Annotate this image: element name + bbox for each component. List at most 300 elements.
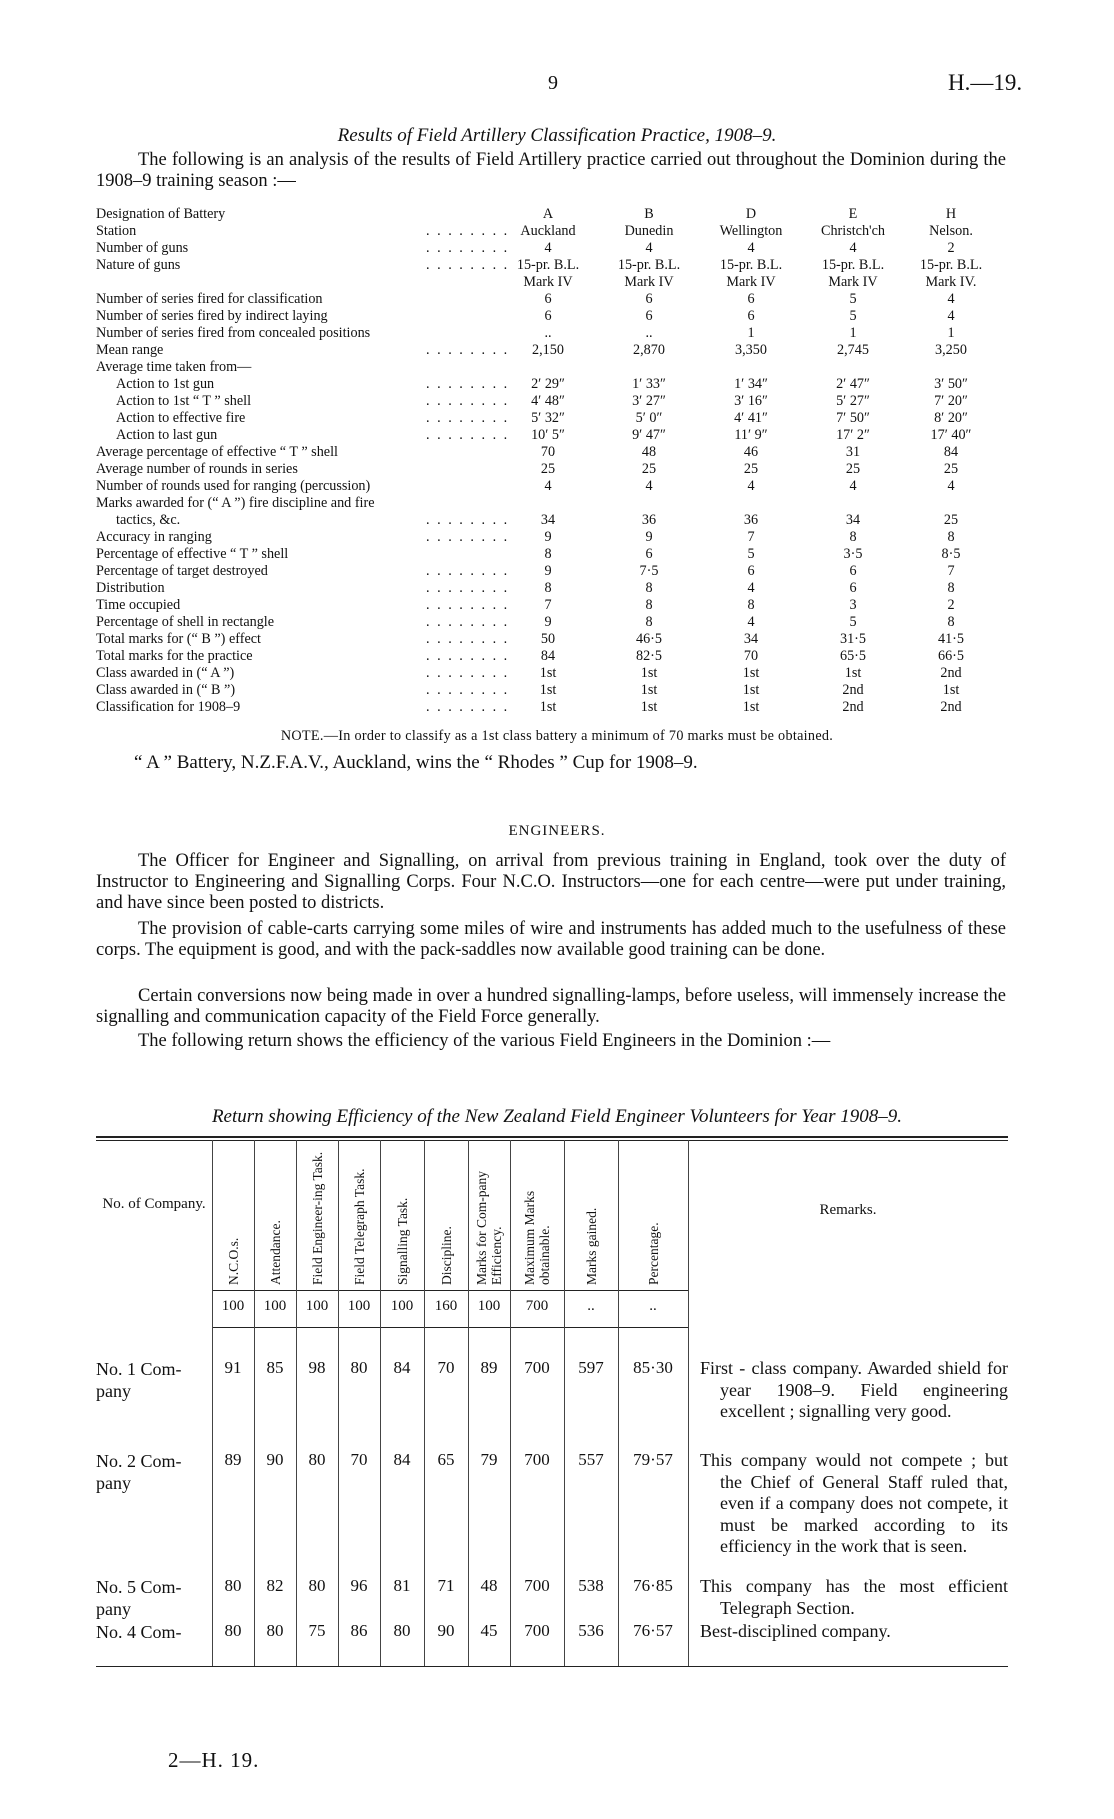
battery-value: 25	[540, 461, 556, 477]
leader-dots: . . . . . . . .	[426, 614, 510, 630]
table-cell: 76·57	[633, 1621, 673, 1640]
table-cell: 91	[224, 1358, 242, 1377]
battery-value: 6	[544, 308, 552, 324]
battery-value: 8	[747, 597, 755, 613]
battery-value: 5′ 0″	[635, 410, 663, 426]
remark-text: This company has the most efficient Telegraph Section.	[700, 1576, 1008, 1618]
artillery-table-row	[96, 257, 1006, 274]
artillery-table-row	[96, 308, 1006, 325]
column-header: Field Telegraph Task.	[351, 1168, 367, 1285]
table-cell: 700	[524, 1621, 550, 1640]
battery-value: 5′ 27″	[836, 393, 870, 409]
battery-value: Mark IV	[726, 274, 776, 290]
table-cell: 538	[578, 1576, 604, 1595]
row-label: Average percentage of effective “ T ” shell	[96, 444, 338, 460]
table-cell: 700	[524, 1450, 550, 1469]
battery-value: 66·5	[937, 648, 964, 664]
table-cell: 80	[266, 1621, 284, 1640]
table-cell: 75	[308, 1621, 326, 1640]
battery-value: 25	[743, 461, 759, 477]
battery-value: 7	[947, 563, 955, 579]
battery-value: 4′ 48″	[531, 393, 565, 409]
artillery-table-row	[96, 580, 1006, 597]
battery-value: 4	[747, 614, 755, 630]
maximum-marks-cell: ..	[587, 1298, 595, 1314]
battery-value: 31	[845, 444, 861, 460]
artillery-table-row	[96, 563, 1006, 580]
battery-value: 6	[747, 563, 755, 579]
battery-value: 4	[747, 580, 755, 596]
battery-value: 4	[947, 308, 955, 324]
table-cell: 89	[224, 1450, 242, 1469]
battery-value: 5	[747, 546, 755, 562]
table-cell: 80	[224, 1576, 242, 1595]
artillery-table-row	[96, 444, 1006, 461]
leader-dots: . . . . . . . .	[426, 376, 510, 392]
battery-value: 84	[540, 648, 556, 664]
maximum-marks-cell: 160	[434, 1298, 458, 1314]
table-cell: 70	[437, 1358, 455, 1377]
battery-value: 6	[645, 546, 653, 562]
battery-value: 2nd	[842, 699, 864, 715]
row-label: Mean range	[96, 342, 164, 358]
battery-value: 8	[544, 546, 552, 562]
row-label: Time occupied	[96, 597, 181, 613]
battery-value: 25	[845, 461, 861, 477]
table-cell: 84	[393, 1450, 411, 1469]
battery-value: 6	[544, 291, 552, 307]
battery-value: 8	[645, 597, 653, 613]
table-cell: 80	[308, 1450, 326, 1469]
row-label: Number of guns	[96, 240, 189, 256]
battery-value: H	[945, 206, 957, 222]
table-cell: 71	[437, 1576, 455, 1595]
battery-value: 8	[645, 614, 653, 630]
battery-value: 46·5	[635, 631, 662, 647]
artillery-results-table	[96, 206, 1006, 716]
table-rule	[96, 1140, 1008, 1141]
artillery-table-row	[96, 665, 1006, 682]
battery-value: 9′ 47″	[632, 427, 666, 443]
leader-dots: . . . . . . . .	[426, 342, 510, 358]
battery-value: 4	[544, 478, 552, 494]
battery-value: 1	[947, 325, 955, 341]
artillery-table-row	[96, 529, 1006, 546]
battery-value: 5′ 32″	[531, 410, 565, 426]
table-rule	[96, 1666, 1008, 1667]
maximum-marks-cell: 100	[347, 1298, 371, 1314]
battery-value: 3′ 16″	[734, 393, 768, 409]
battery-value: Dunedin	[624, 223, 674, 239]
row-label: Percentage of shell in rectangle	[96, 614, 275, 630]
battery-value: 41·5	[937, 631, 964, 647]
battery-value: Auckland	[520, 223, 576, 239]
row-label: Percentage of target destroyed	[96, 563, 268, 579]
maximum-marks-cell: ..	[649, 1298, 657, 1314]
leader-dots: . . . . . . . .	[426, 240, 510, 256]
maximum-marks-cell: 100	[263, 1298, 287, 1314]
battery-value: 70	[540, 444, 556, 460]
row-label: Number of series fired by indirect laying	[96, 308, 328, 324]
battery-value: 1st	[640, 699, 658, 715]
leader-dots: . . . . . . . .	[426, 580, 510, 596]
table-rule	[212, 1290, 688, 1291]
table-cell: 80	[350, 1358, 368, 1377]
battery-value: 7·5	[639, 563, 659, 579]
battery-value: 7	[544, 597, 552, 613]
battery-value: 8	[947, 614, 955, 630]
engineers-paragraph: The Officer for Engineer and Signalling, on arrival from previous training in England, took over the duty of Instructor to Engineering and Signalling Corps. Four N.C.O. Instructors—one for each centre—were put under training, and have since been posted to districts.	[96, 851, 1006, 913]
artillery-table-row	[96, 206, 1006, 223]
battery-value: 10′ 5″	[531, 427, 565, 443]
battery-value: 15-pr. B.L.	[821, 257, 885, 273]
battery-value: 2′ 47″	[836, 376, 870, 392]
battery-value: 1	[849, 325, 857, 341]
battery-value: 2nd	[940, 699, 962, 715]
battery-value: 4	[544, 240, 552, 256]
battery-value: 6	[645, 308, 653, 324]
battery-value: Wellington	[719, 223, 783, 239]
battery-value: 7′ 50″	[836, 410, 870, 426]
row-label: Average time taken from—	[96, 359, 252, 375]
table-cell: 84	[393, 1358, 411, 1377]
row-label: Accuracy in ranging	[96, 529, 212, 545]
artillery-title: Results of Field Artillery Classification Practice, 1908–9.	[337, 125, 777, 146]
battery-value: 4′ 41″	[734, 410, 768, 426]
battery-value: 1st	[539, 665, 557, 681]
battery-value: 4	[947, 291, 955, 307]
leader-dots: . . . . . . . .	[426, 563, 510, 579]
table-cell: 597	[578, 1358, 604, 1377]
company-label: No. 2 Com-pany	[96, 1451, 182, 1493]
battery-value: 3′ 27″	[632, 393, 666, 409]
table-cell: 85	[266, 1358, 284, 1377]
row-label: Number of rounds used for ranging (percussion)	[96, 478, 371, 494]
row-label: Number of series fired from concealed positions	[96, 325, 371, 341]
table-cell: 65	[437, 1450, 455, 1469]
table-cell: 98	[308, 1358, 326, 1377]
table-cell: 80	[224, 1621, 242, 1640]
battery-value: 6	[645, 291, 653, 307]
row-label: Total marks for (“ B ”) effect	[96, 631, 261, 647]
table-rule	[212, 1327, 688, 1328]
leader-dots: . . . . . . . .	[426, 665, 510, 681]
table-cell: 70	[350, 1450, 368, 1469]
artillery-table-row	[96, 359, 1006, 376]
table-cell: 85·30	[633, 1358, 673, 1377]
column-header: N.C.O.s.	[225, 1237, 241, 1285]
artillery-table-row	[96, 393, 1006, 410]
battery-value: 4	[849, 240, 857, 256]
battery-value: 70	[743, 648, 759, 664]
artillery-table-row	[96, 546, 1006, 563]
artillery-table-row	[96, 274, 1006, 291]
leader-dots: . . . . . . . .	[426, 631, 510, 647]
battery-value: 1st	[640, 682, 658, 698]
table-rule	[96, 1136, 1008, 1138]
battery-value: 1′ 33″	[632, 376, 666, 392]
battery-value: 2,150	[532, 342, 564, 358]
battery-value: 15-pr. B.L.	[719, 257, 783, 273]
artillery-table-row	[96, 648, 1006, 665]
remark-text: This company would not compete ; but the Chief of General Staff ruled that, even if a company does not compete, it must be marked according to its efficiency in the work that is seen.	[700, 1450, 1008, 1556]
battery-value: Mark IV	[624, 274, 674, 290]
artillery-table-row	[96, 461, 1006, 478]
battery-value: Christch'ch	[820, 223, 886, 239]
artillery-table-row	[96, 325, 1006, 342]
maximum-marks-cell: 100	[390, 1298, 414, 1314]
battery-value: 3,350	[735, 342, 767, 358]
row-label: Marks awarded for (“ A ”) fire discipline and fire	[96, 495, 375, 511]
battery-value: 11′ 9″	[734, 427, 768, 443]
battery-value: 2nd	[842, 682, 864, 698]
battery-value: 15-pr. B.L.	[919, 257, 983, 273]
engineers-heading: ENGINEERS.	[508, 823, 606, 839]
battery-value: 31·5	[839, 631, 866, 647]
battery-value: 48	[641, 444, 657, 460]
artillery-table-row	[96, 240, 1006, 257]
battery-value: 9	[645, 529, 653, 545]
battery-value: 9	[544, 614, 552, 630]
battery-value: D	[745, 206, 757, 222]
leader-dots: . . . . . . . .	[426, 597, 510, 613]
battery-value: 1st	[539, 682, 557, 698]
column-header: Percentage.	[645, 1222, 661, 1285]
battery-value: 34	[845, 512, 861, 528]
battery-value: ..	[645, 325, 653, 341]
row-label: Action to 1st gun	[116, 376, 215, 392]
artillery-table-row	[96, 342, 1006, 359]
battery-value: 8	[544, 580, 552, 596]
battery-value: 8′ 20″	[934, 410, 968, 426]
artillery-table-row	[96, 495, 1006, 512]
battery-value: 36	[743, 512, 759, 528]
table-cell: 81	[393, 1576, 411, 1595]
battery-value: Mark IV	[828, 274, 878, 290]
table-cell: 82	[266, 1576, 284, 1595]
row-label: tactics, &c.	[116, 512, 181, 528]
battery-value: 46	[743, 444, 759, 460]
battery-value: 1st	[640, 665, 658, 681]
leader-dots: . . . . . . . .	[426, 410, 510, 426]
engineers-paragraph: The provision of cable-carts carrying some miles of wire and instruments has added much to the usefulness of these corps. The equipment is good, and with the pack-saddles now available good training can be done.	[96, 919, 1006, 960]
table-cell: 76·85	[633, 1576, 673, 1595]
battery-value: B	[644, 206, 654, 222]
battery-value: 15-pr. B.L.	[516, 257, 580, 273]
battery-value: 15-pr. B.L.	[617, 257, 681, 273]
battery-value: 17′ 40″	[930, 427, 972, 443]
table-cell: 90	[266, 1450, 284, 1469]
battery-value: 34	[540, 512, 556, 528]
battery-value: 4	[747, 240, 755, 256]
page-number: 9	[548, 72, 558, 94]
battery-value: 5	[849, 308, 857, 324]
table-cell: 86	[350, 1621, 368, 1640]
battery-value: 6	[747, 308, 755, 324]
battery-value: 6	[849, 563, 857, 579]
battery-value: 2	[947, 597, 955, 613]
leader-dots: . . . . . . . .	[426, 512, 510, 528]
table-cell: 96	[350, 1576, 368, 1595]
row-label: Nature of guns	[96, 257, 181, 273]
battery-value: 25	[943, 461, 959, 477]
table-cell: 90	[437, 1621, 455, 1640]
rhodes-cup-statement: “ A ” Battery, N.Z.F.A.V., Auckland, wins the “ Rhodes ” Cup for 1908–9.	[134, 752, 698, 773]
leader-dots: . . . . . . . .	[426, 699, 510, 715]
battery-value: 5	[849, 614, 857, 630]
table-cell: 700	[524, 1358, 550, 1377]
battery-value: 17′ 2″	[836, 427, 870, 443]
row-label: Action to effective fire	[116, 410, 246, 426]
battery-value: 9	[544, 529, 552, 545]
battery-value: 82·5	[635, 648, 662, 664]
leader-dots: . . . . . . . .	[426, 257, 510, 273]
artillery-table-row	[96, 682, 1006, 699]
maximum-marks-cell: 100	[305, 1298, 329, 1314]
battery-value: 9	[544, 563, 552, 579]
battery-value: 34	[743, 631, 759, 647]
classification-note: NOTE.—In order to classify as a 1st class battery a minimum of 70 marks must be obtained.	[280, 728, 834, 744]
table-cell: 80	[393, 1621, 411, 1640]
leader-dots: . . . . . . . .	[426, 648, 510, 664]
battery-value: 4	[849, 478, 857, 494]
column-header: Signalling Task.	[394, 1197, 410, 1285]
column-header: Marks gained.	[583, 1207, 599, 1285]
column-header: Field Engineer-ing Task.	[309, 1151, 325, 1285]
table-cell: 48	[480, 1576, 498, 1595]
battery-value: Mark IV.	[925, 274, 977, 290]
battery-value: 2nd	[940, 665, 962, 681]
company-label: No. 5 Com-pany	[96, 1577, 182, 1619]
table-cell: 89	[480, 1358, 498, 1377]
maximum-marks-cell: 700	[525, 1298, 549, 1314]
battery-value: 1st	[742, 682, 760, 698]
remark-text: Best-disciplined company.	[700, 1621, 891, 1641]
battery-value: 4	[645, 478, 653, 494]
leader-dots: . . . . . . . .	[426, 223, 510, 239]
artillery-table-row	[96, 699, 1006, 716]
column-header: Discipline.	[438, 1226, 454, 1285]
document-code: H.—19.	[948, 70, 1023, 95]
battery-value: 8	[947, 529, 955, 545]
battery-value: 4	[645, 240, 653, 256]
battery-value: 1st	[844, 665, 862, 681]
battery-value: 2	[947, 240, 955, 256]
battery-value: 2′ 29″	[531, 376, 565, 392]
row-label: Action to 1st “ T ” shell	[116, 393, 252, 409]
battery-value: 8	[849, 529, 857, 545]
row-label: Station	[96, 223, 137, 239]
artillery-table-row	[96, 427, 1006, 444]
company-column-header: No. of Company.	[102, 1196, 206, 1212]
battery-value: 1st	[942, 682, 960, 698]
remarks-column-header: Remarks.	[819, 1202, 877, 1218]
column-header: Maximum Marks obtainable.	[522, 1190, 552, 1285]
engineers-paragraph: The following return shows the efficiency of the various Field Engineers in the Dominion :—	[138, 1031, 831, 1051]
column-divider	[688, 1140, 689, 1666]
row-label: Class awarded in (“ B ”)	[96, 682, 236, 698]
artillery-table-row	[96, 614, 1006, 631]
battery-value: 8	[947, 580, 955, 596]
battery-value: 1st	[539, 699, 557, 715]
artillery-table-row	[96, 376, 1006, 393]
artillery-table-row	[96, 597, 1006, 614]
row-label: Action to last gun	[116, 427, 218, 443]
row-label: Classification for 1908–9	[96, 699, 241, 715]
battery-value: 6	[747, 291, 755, 307]
maximum-marks-cell: 100	[221, 1298, 245, 1314]
battery-value: 1′ 34″	[734, 376, 768, 392]
table-cell: 80	[308, 1576, 326, 1595]
artillery-table-row	[96, 512, 1006, 529]
battery-value: 2,745	[837, 342, 869, 358]
artillery-intro: The following is an analysis of the results of Field Artillery practice carried out throughout the Dominion during the 1908–9 training season :—	[96, 150, 1006, 191]
battery-value: 7	[747, 529, 755, 545]
artillery-table-row	[96, 631, 1006, 648]
battery-value: 3	[849, 597, 857, 613]
table-cell: 79	[480, 1450, 498, 1469]
leader-dots: . . . . . . . .	[426, 427, 510, 443]
artillery-table-row	[96, 410, 1006, 427]
row-label: Distribution	[96, 580, 165, 596]
column-header: Attendance.	[267, 1220, 283, 1285]
return-table-title: Return showing Efficiency of the New Zealand Field Engineer Volunteers for Year 1908–9.	[211, 1106, 903, 1127]
artillery-table-row	[96, 291, 1006, 308]
battery-value: 5	[849, 291, 857, 307]
battery-value: 84	[943, 444, 959, 460]
battery-value: Mark IV	[523, 274, 573, 290]
row-label: Number of series fired for classification	[96, 291, 323, 307]
battery-value: 3·5	[843, 546, 863, 562]
battery-value: 3,250	[935, 342, 967, 358]
battery-value: 1st	[742, 665, 760, 681]
battery-value: 1	[747, 325, 755, 341]
maximum-marks-cell: 100	[477, 1298, 501, 1314]
battery-value: 1st	[742, 699, 760, 715]
footer-code: 2—H. 19.	[168, 1748, 260, 1772]
row-label: Total marks for the practice	[96, 648, 253, 664]
remark-text: First - class company. Awarded shield for year 1908–9. Field engineering excellent ; signalling very good.	[700, 1358, 1008, 1421]
battery-value: 6	[849, 580, 857, 596]
battery-value: 36	[641, 512, 657, 528]
row-label: Average number of rounds in series	[96, 461, 298, 477]
battery-value: E	[848, 206, 858, 222]
table-cell: 45	[480, 1621, 498, 1640]
leader-dots: . . . . . . . .	[426, 682, 510, 698]
battery-value: ..	[544, 325, 552, 341]
company-label: No. 4 Com-	[96, 1622, 182, 1642]
column-header: Marks for Com-pany Efficiency.	[474, 1171, 504, 1285]
row-label: Designation of Battery	[96, 206, 226, 222]
row-label: Percentage of effective “ T ” shell	[96, 546, 289, 562]
table-cell: 700	[524, 1576, 550, 1595]
battery-value: 25	[641, 461, 657, 477]
battery-value: 7′ 20″	[934, 393, 968, 409]
battery-value: 4	[947, 478, 955, 494]
battery-value: 65·5	[839, 648, 866, 664]
artillery-table-row	[96, 478, 1006, 495]
battery-value: 8	[645, 580, 653, 596]
engineers-paragraph: Certain conversions now being made in over a hundred signalling-lamps, before useless, will immensely increase the signalling and communication capacity of the Field Force generally.	[96, 986, 1006, 1027]
battery-value: 3′ 50″	[934, 376, 968, 392]
row-label: Class awarded in (“ A ”)	[96, 665, 235, 681]
battery-value: 2,870	[633, 342, 665, 358]
table-cell: 536	[578, 1621, 604, 1640]
battery-value: 8·5	[941, 546, 961, 562]
leader-dots: . . . . . . . .	[426, 529, 510, 545]
battery-value: Nelson.	[929, 223, 973, 239]
battery-value: A	[542, 206, 554, 222]
